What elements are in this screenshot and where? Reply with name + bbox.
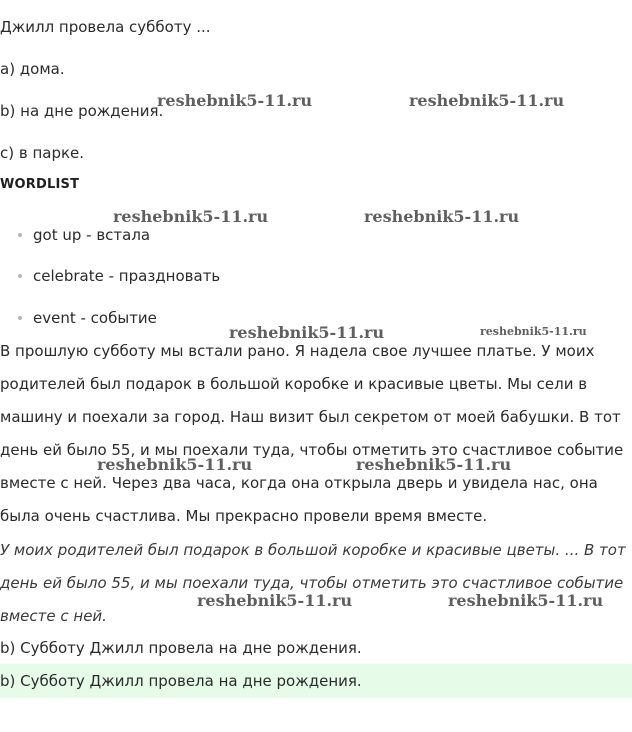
quote-line: день ей было 55, и мы поехали туда, чтобы отметить это счастливое событие xyxy=(0,574,624,592)
option-c: c) в парке. xyxy=(0,144,85,162)
story-line: родителей был подарок в большой коробке и красивые цветы. Мы сели в xyxy=(0,375,588,393)
watermark: reshebnik5-11.ru xyxy=(356,455,512,474)
watermark: reshebnik5-11.ru xyxy=(480,325,587,338)
question-title: Джилл провела субботу ... xyxy=(0,18,211,36)
wordlist-item-text: celebrate - праздновать xyxy=(33,267,221,285)
wordlist-heading: WORDLIST xyxy=(0,177,80,192)
watermark: reshebnik5-11.ru xyxy=(229,323,385,342)
wordlist-item-text: event - событие xyxy=(33,309,157,327)
story-line: день ей было 55, и мы поехали туда, чтобы отметить это счастливое событие xyxy=(0,441,624,459)
quote-line: вместе с ней. xyxy=(0,607,107,625)
story-line: вместе с ней. Через два часа, когда она открыла дверь и увидела нас, она xyxy=(0,474,598,492)
watermark: reshebnik5-11.ru xyxy=(197,591,353,610)
story-line: была очень счастлива. Мы прекрасно провели время вместе. xyxy=(0,507,488,525)
wordlist-item xyxy=(18,266,220,286)
answer-highlight-box xyxy=(0,664,632,698)
answer-highlight-text: b) Субботу Джилл провела на дне рождения. xyxy=(0,672,362,690)
bullet-icon xyxy=(18,233,22,237)
story-line: В прошлую субботу мы встали рано. Я надела свое лучшее платье. У моих xyxy=(0,342,595,360)
watermark: reshebnik5-11.ru xyxy=(448,591,604,610)
story-paragraph xyxy=(0,335,623,533)
option-b: b) на дне рождения. xyxy=(0,102,164,120)
option-a: a) дома. xyxy=(0,60,65,78)
watermark: reshebnik5-11.ru xyxy=(113,207,269,226)
quote-paragraph xyxy=(0,534,626,633)
bullet-icon xyxy=(18,316,22,320)
wordlist-item-text: got up - встала xyxy=(33,226,151,244)
wordlist-item xyxy=(18,308,157,328)
watermark: reshebnik5-11.ru xyxy=(97,455,253,474)
watermark: reshebnik5-11.ru xyxy=(364,207,520,226)
watermark: reshebnik5-11.ru xyxy=(409,91,565,110)
watermark: reshebnik5-11.ru xyxy=(157,91,313,110)
quote-line: У моих родителей был подарок в большой коробке и красивые цветы. ... В тот xyxy=(0,541,626,559)
wordlist-item xyxy=(18,225,150,245)
answer-text: b) Субботу Джилл провела на дне рождения. xyxy=(0,639,362,657)
story-line: машину и поехали за город. Наш визит был секретом от моей бабушки. В тот xyxy=(0,408,621,426)
bullet-icon xyxy=(18,274,22,278)
